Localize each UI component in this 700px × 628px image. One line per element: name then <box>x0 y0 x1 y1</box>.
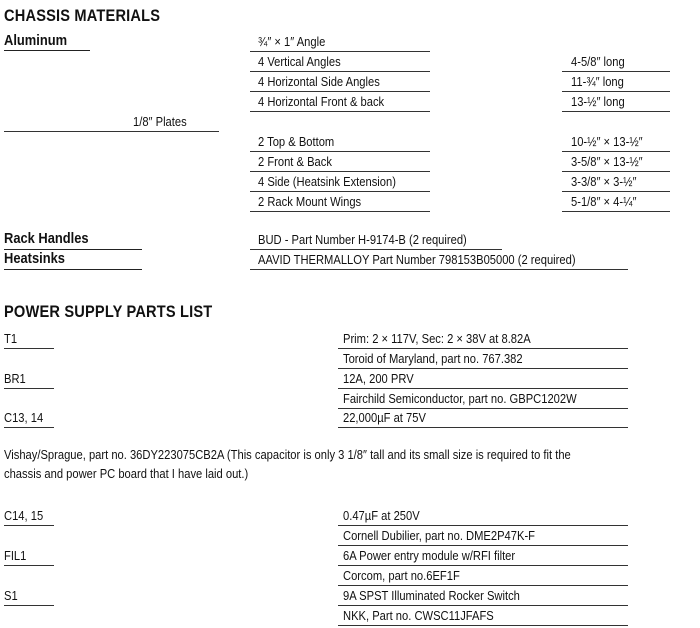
part-source: Corcom, part no.6EF1F <box>343 568 460 583</box>
part-label-t1: T1 <box>4 331 18 346</box>
divider <box>250 51 430 52</box>
divider <box>338 348 628 349</box>
chassis-item: 2 Rack Mount Wings <box>258 194 362 209</box>
divider <box>338 525 628 526</box>
part-spec: 22,000µF at 75V <box>343 410 426 425</box>
divider <box>250 71 430 72</box>
part-label-br1: BR1 <box>4 371 26 386</box>
part-label-s1: S1 <box>4 588 18 603</box>
part-source: Cornell Dubilier, part no. DME2P47K-F <box>343 528 536 543</box>
capacitor-note: Vishay/Sprague, part no. 36DY223075CB2A (This capacitor is only 3 1/8″ tall and its small size is required to fit the <box>4 447 571 462</box>
part-label-c13: C13, 14 <box>4 410 44 425</box>
divider <box>250 269 628 270</box>
divider <box>250 249 502 250</box>
divider <box>338 368 628 369</box>
chassis-size: 10-½″ × 13-½″ <box>571 134 643 149</box>
divider <box>250 91 430 92</box>
power-title: POWER SUPPLY PARTS LIST <box>4 302 213 321</box>
divider <box>4 348 54 349</box>
divider <box>562 211 670 212</box>
divider <box>562 91 670 92</box>
divider <box>4 565 54 566</box>
divider <box>250 211 430 212</box>
part-spec: 6A Power entry module w/RFI filter <box>343 548 516 563</box>
part-source: Toroid of Maryland, part no. 767.382 <box>343 351 523 366</box>
capacitor-note: chassis and power PC board that I have laid out.) <box>4 466 249 481</box>
part-spec: 9A SPST Illuminated Rocker Switch <box>343 588 520 603</box>
chassis-item: 4 Vertical Angles <box>258 54 341 69</box>
chassis-item: 2 Top & Bottom <box>258 134 335 149</box>
chassis-size: 5-1/8″ × 4-¼″ <box>571 194 637 209</box>
part-spec: 0.47µF at 250V <box>343 508 420 523</box>
part-label-c14: C14, 15 <box>4 508 44 523</box>
heatsinks-value: AAVID THERMALLOY Part Number 798153B05000 (2 required) <box>258 252 576 267</box>
chassis-item: 4 Horizontal Side Angles <box>258 74 380 89</box>
divider <box>250 171 430 172</box>
chassis-size: 4-5/8″ long <box>571 54 625 69</box>
divider <box>4 427 54 428</box>
chassis-item: 4 Side (Heatsink Extension) <box>258 174 396 189</box>
divider <box>338 605 628 606</box>
chassis-size: 11-¾″ long <box>571 74 624 89</box>
heatsinks-label: Heatsinks <box>4 250 65 267</box>
chassis-title: CHASSIS MATERIALS <box>4 6 161 25</box>
divider <box>562 191 670 192</box>
divider <box>4 525 54 526</box>
divider <box>4 269 142 270</box>
divider <box>250 151 430 152</box>
divider <box>562 171 670 172</box>
aluminum-label: Aluminum <box>4 32 68 49</box>
divider <box>338 388 628 389</box>
plates-label: 1/8″ Plates <box>133 114 187 129</box>
chassis-size: 13-½″ long <box>571 94 625 109</box>
divider <box>338 565 628 566</box>
divider <box>562 71 670 72</box>
divider <box>250 191 430 192</box>
divider <box>4 388 54 389</box>
divider <box>562 151 670 152</box>
chassis-item: 2 Front & Back <box>258 154 332 169</box>
rack-handles-label: Rack Handles <box>4 230 89 247</box>
divider <box>4 605 54 606</box>
divider <box>338 625 628 626</box>
part-spec: 12A, 200 PRV <box>343 371 414 386</box>
divider <box>562 111 670 112</box>
part-label-fil1: FIL1 <box>4 548 27 563</box>
part-source: NKK, Part no. CWSC11JFAFS <box>343 608 494 623</box>
chassis-item: 4 Horizontal Front & back <box>258 94 385 109</box>
divider <box>338 545 628 546</box>
part-source: Fairchild Semiconductor, part no. GBPC1202W <box>343 391 577 406</box>
divider <box>250 111 430 112</box>
chassis-size: 3-5/8″ × 13-½″ <box>571 154 643 169</box>
rack-handles-value: BUD - Part Number H-9174-B (2 required) <box>258 232 467 247</box>
divider <box>4 131 219 132</box>
divider <box>338 427 628 428</box>
divider <box>338 408 628 409</box>
chassis-size: 3-3/8″ × 3-½″ <box>571 174 637 189</box>
divider <box>338 585 628 586</box>
aluminum-underline <box>4 50 90 51</box>
angle-heading: ¾″ × 1″ Angle <box>258 34 326 49</box>
part-spec: Prim: 2 × 117V, Sec: 2 × 38V at 8.82A <box>343 331 531 346</box>
